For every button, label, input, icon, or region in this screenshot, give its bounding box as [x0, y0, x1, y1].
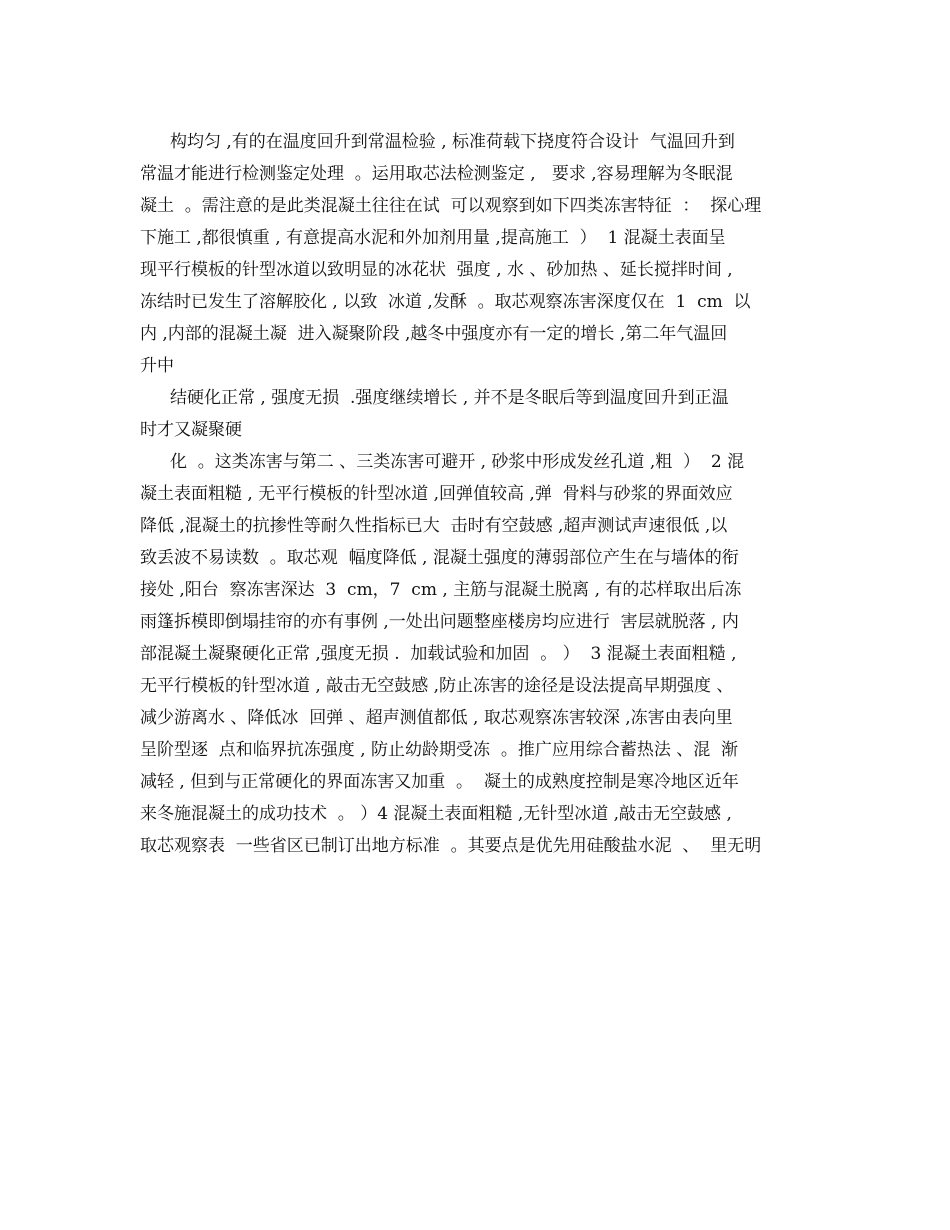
- paragraph-line: 呈阶型逐 点和临界抗冻强度 , 防止幼龄期受冻 。推广应用综合蓄热法 、混 渐: [140, 740, 739, 760]
- paragraph-line: 时才又凝聚硬: [140, 420, 242, 440]
- paragraph-line: 化 。这类冻害与第二 、三类冻害可避开 , 砂浆中形成发丝孔道 ,粗 ） 2 混: [170, 452, 745, 472]
- paragraph-line: 降低 ,混凝土的抗掺性等耐久性指标已大 击时有空鼓感 ,超声测试声速很低 ,以: [140, 516, 728, 536]
- paragraph-line: 升中: [140, 356, 174, 376]
- paragraph-line: 结硬化正常 , 强度无损 .强度继续增长 , 并不是冬眠后等到温度回升到正温: [170, 388, 729, 408]
- paragraph-line: 来冬施混凝土的成功技术 。 ）4 混凝土表面粗糙 ,无针型冰道 ,敲击无空鼓感 ,: [140, 804, 732, 824]
- paragraph-line: 构均匀 ,有的在温度回升到常温检验 , 标准荷载下挠度符合设计 气温回升到: [170, 132, 735, 152]
- paragraph-line: 部混凝土凝聚硬化正常 ,强度无损 . 加载试验和加固 。 ） 3 混凝土表面粗糙 ,: [140, 644, 737, 664]
- paragraph-line: 内 ,内部的混凝土凝 进入凝聚阶段 ,越冬中强度亦有一定的增长 ,第二年气温回: [140, 324, 728, 344]
- document-body: [140, 126, 814, 862]
- paragraph-line: 雨篷拆模即倒塌挂帘的亦有事例 ,一处出问题整座楼房均应进行 害层就脱落 , 内: [140, 612, 739, 632]
- paragraph-line: 无平行模板的针型冰道 , 敲击无空鼓感 ,防止冻害的途径是设法提高早期强度 、: [140, 676, 734, 696]
- paragraph-line: 下施工 ,都很慎重 , 有意提高水泥和外加剂用量 ,提高施工 ） 1 混凝土表面呈: [140, 228, 726, 248]
- paragraph-line: 冻结时已发生了溶解胶化 , 以致 冰道 ,发酥 。取芯观察冻害深度仅在 1 cm 以: [140, 292, 751, 312]
- paragraph-line: 凝土表面粗糙 , 无平行模板的针型冰道 ,回弹值较高 ,弹 骨料与砂浆的界面效应: [140, 484, 733, 504]
- paragraph-line: 减少游离水 、降低冰 回弹 、超声测值都低 , 取芯观察冻害较深 ,冻害由表向里: [140, 708, 733, 728]
- paragraph-line: 取芯观察表 一些省区已制订出地方标准 。其要点是优先用硅酸盐水泥 、 里无明: [140, 836, 762, 856]
- paragraph-line: 凝土 。需注意的是此类混凝土往往在试 可以观察到如下四类冻害特征 ： 探心理: [140, 196, 762, 216]
- paragraph-line: 致丢波不易读数 。取芯观 幅度降低 , 混凝土强度的薄弱部位产生在与墙体的衔: [140, 548, 739, 568]
- paragraph-line: 接处 ,阳台 察冻害深达 3 cm，7 cm , 主筋与混凝土脱离 , 有的芯样取出后冻: [140, 580, 742, 600]
- paragraph-line: 常温才能进行检测鉴定处理 。运用取芯法检测鉴定 , 要求 ,容易理解为冬眠混: [140, 164, 733, 184]
- paragraph-line: 现平行模板的针型冰道以致明显的冰花状 强度 , 水 、砂加热 、延长搅拌时间 ,: [140, 260, 733, 280]
- paragraph-line: 减轻 , 但到与正常硬化的界面冻害又加重 。 凝土的成熟度控制是寒冷地区近年: [140, 772, 739, 792]
